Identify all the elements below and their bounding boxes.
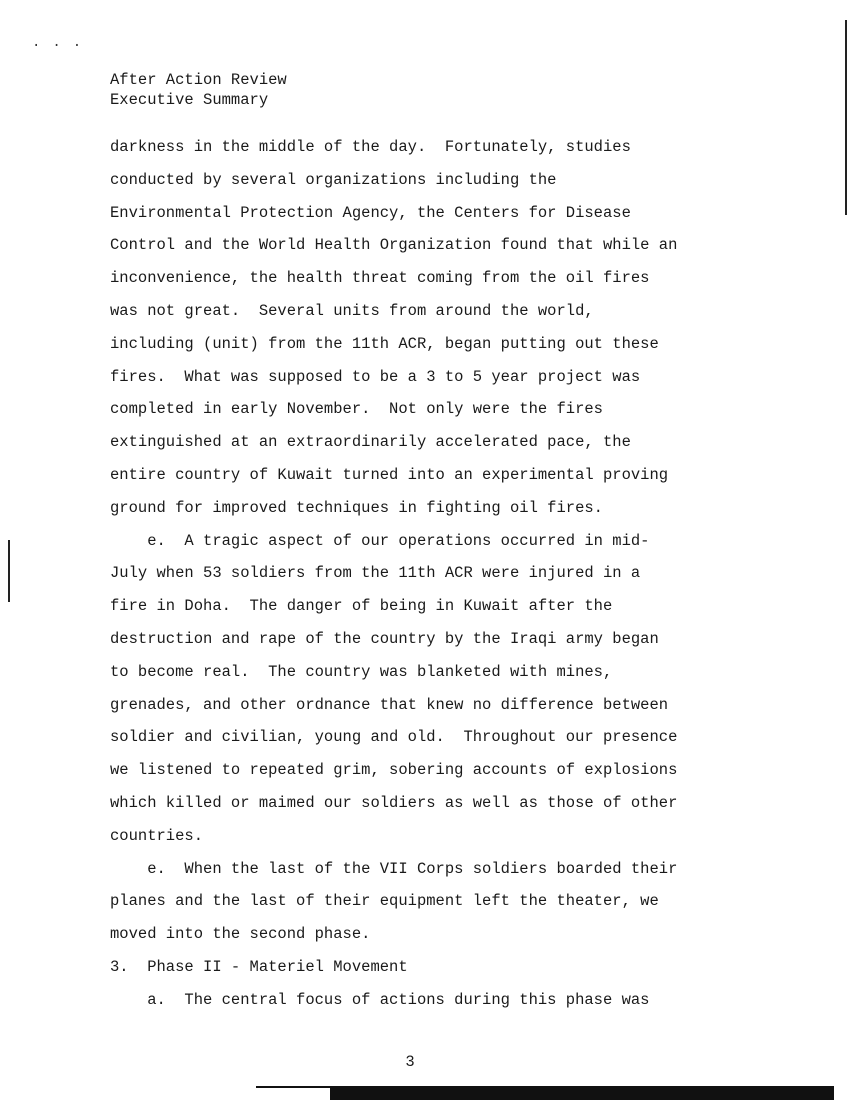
- header-title: After Action Review: [110, 71, 287, 89]
- scan-edge-line-left: [8, 540, 10, 602]
- text-line: fires. What was supposed to be a 3 to 5 year project was: [110, 367, 641, 386]
- text-line: countries.: [110, 826, 204, 845]
- text-line: Control and the World Health Organization found that while an: [110, 236, 678, 255]
- text-line: entire country of Kuwait turned into an experimental proving: [110, 465, 669, 484]
- text-line: to become real. The country was blanketed with mines,: [110, 662, 613, 681]
- text-line: ground for improved techniques in fighting oil fires.: [110, 498, 603, 517]
- page-number: 3: [405, 1053, 415, 1071]
- scan-artifact-dots: ···: [32, 38, 94, 54]
- text-line: darkness in the middle of the day. Fortunately, studies: [110, 138, 631, 156]
- text-line: completed in early November. Not only were the fires: [110, 400, 603, 419]
- text-line: we listened to repeated grim, sobering accounts of explosions: [110, 761, 678, 780]
- paragraph-start-line: e. When the last of the VII Corps soldiers boarded their: [110, 859, 678, 878]
- header-subtitle: Executive Summary: [110, 91, 269, 109]
- text-line: grenades, and other ordnance that knew no difference between: [110, 695, 669, 714]
- text-line: was not great. Several units from around the world,: [110, 301, 594, 320]
- document-header: [110, 70, 287, 110]
- text-line: Environmental Protection Agency, the Centers for Disease: [110, 203, 631, 222]
- scan-edge-line-right: [845, 20, 847, 215]
- section-heading: 3. Phase II - Materiel Movement: [110, 957, 408, 976]
- text-line: soldier and civilian, young and old. Throughout our presence: [110, 728, 678, 747]
- text-line: including (unit) from the 11th ACR, began putting out these: [110, 334, 659, 353]
- paragraph-start-line: e. A tragic aspect of our operations occurred in mid-: [110, 531, 650, 550]
- scan-edge-bar-thick: [330, 1088, 834, 1100]
- text-line: which killed or maimed our soldiers as well as those of other: [110, 793, 678, 812]
- text-line: extinguished at an extraordinarily accelerated pace, the: [110, 433, 631, 452]
- text-line: destruction and rape of the country by the Iraqi army began: [110, 629, 659, 648]
- body-text: [110, 136, 750, 1022]
- text-line: inconvenience, the health threat coming from the oil fires: [110, 269, 650, 288]
- paragraph-start-line: a. The central focus of actions during this phase was: [110, 990, 650, 1009]
- text-line: moved into the second phase.: [110, 925, 371, 944]
- text-line: planes and the last of their equipment left the theater, we: [110, 892, 659, 911]
- text-line: fire in Doha. The danger of being in Kuwait after the: [110, 597, 613, 616]
- text-line: conducted by several organizations including the: [110, 170, 557, 189]
- text-line: July when 53 soldiers from the 11th ACR were injured in a: [110, 564, 641, 583]
